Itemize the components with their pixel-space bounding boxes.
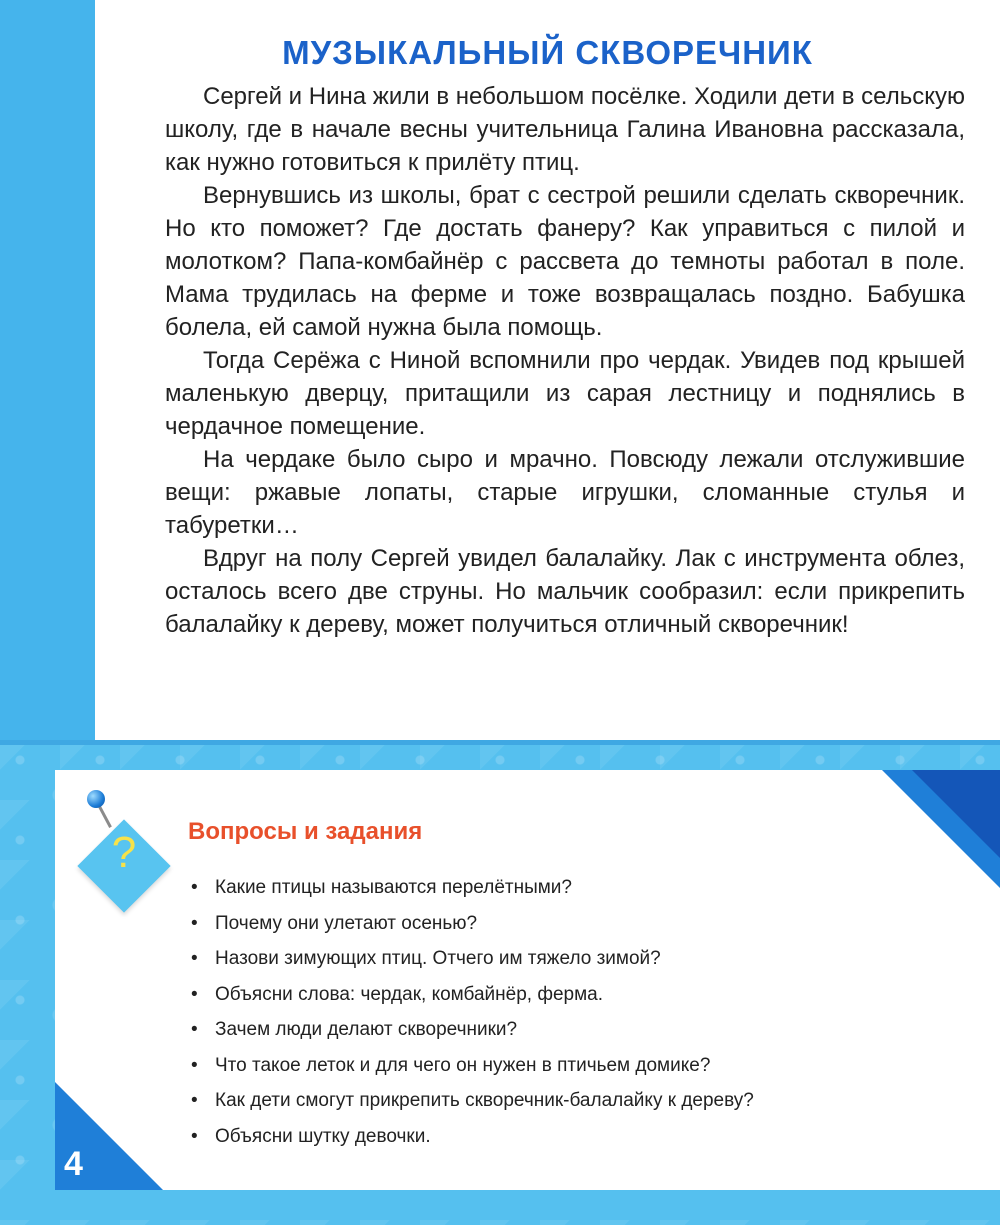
task-item: [185, 1048, 754, 1084]
tasks-list: [185, 870, 754, 1154]
task-item: [185, 870, 754, 906]
story-section: [95, 0, 1000, 740]
tasks-title: Вопросы и задания: [188, 818, 423, 845]
bullet-icon: •: [191, 1090, 198, 1111]
bullet-icon: •: [191, 912, 198, 934]
card-corner-top-right-inner: [912, 770, 1000, 858]
task-item: [185, 906, 754, 942]
left-decorative-band: [0, 0, 95, 740]
task-text: Назови зимующих птиц. Отчего им тяжело зимой?: [215, 948, 661, 969]
story-paragraph: Тогда Серёжа с Ниной вспомнили про чердак. Увидев под крышей маленькую дверцу, притащили из сарая лестницу и поднялись в чердачное помещение.: [165, 347, 965, 440]
bullet-icon: •: [191, 877, 198, 898]
task-item: [185, 941, 754, 977]
bullet-icon: •: [191, 1054, 198, 1076]
question-mark-icon: ?: [111, 828, 137, 877]
bullet-icon: •: [191, 948, 198, 969]
bullet-icon: •: [191, 1125, 198, 1147]
story-paragraph: Вернувшись из школы, брат с сестрой решили сделать скворечник. Но кто поможет? Где достать фанеру? Как управиться с пилой и молотком? Папа-комбайнёр с рассвета до темноты работал в поле. Мама трудилась на ферме и тоже возвращалась поздно. Бабушка болела, ей самой нужна была помощь.: [165, 182, 965, 341]
task-text: Почему они улетают осенью?: [215, 912, 478, 934]
task-text: Что такое леток и для чего он нужен в птичьем домике?: [215, 1054, 711, 1076]
task-item: [185, 977, 754, 1013]
task-text: Объясни слова: чердак, комбайнёр, ферма.: [215, 983, 603, 1005]
question-note-icon: [78, 820, 170, 912]
story-text: [165, 80, 965, 641]
bullet-icon: •: [191, 1019, 198, 1040]
task-text: Объясни шутку девочки.: [215, 1125, 431, 1147]
story-title: МУЗЫКАЛЬНЫЙ СКВОРЕЧНИК: [282, 34, 813, 71]
task-item: [185, 1119, 754, 1155]
task-text: Какие птицы называются перелётными?: [215, 877, 572, 898]
story-paragraph: Сергей и Нина жили в небольшом посёлке. Ходили дети в сельскую школу, где в начале весны учительница Галина Ивановна рассказала, как нужно готовиться к прилёту птиц.: [165, 83, 965, 176]
task-item: [185, 1012, 754, 1048]
task-text: Как дети смогут прикрепить скворечник-балалайку к дереву?: [215, 1090, 754, 1111]
task-text: Зачем люди делают скворечники?: [215, 1019, 518, 1040]
story-paragraph: Вдруг на полу Сергей увидел балалайку. Лак с инструмента облез, осталось всего две струны. Но мальчик сообразил: если прикрепить балалайку к дереву, может получиться отличный скворечник!: [165, 545, 965, 638]
pushpin-icon: [87, 790, 105, 808]
page-number: 4: [64, 1145, 83, 1183]
bullet-icon: •: [191, 983, 198, 1005]
task-item: [185, 1083, 754, 1119]
band-divider: [0, 740, 1000, 745]
story-paragraph: На чердаке было сыро и мрачно. Повсюду лежали отслужившие вещи: ржавые лопаты, старые игрушки, сломанные стулья и табуретки…: [165, 446, 965, 539]
